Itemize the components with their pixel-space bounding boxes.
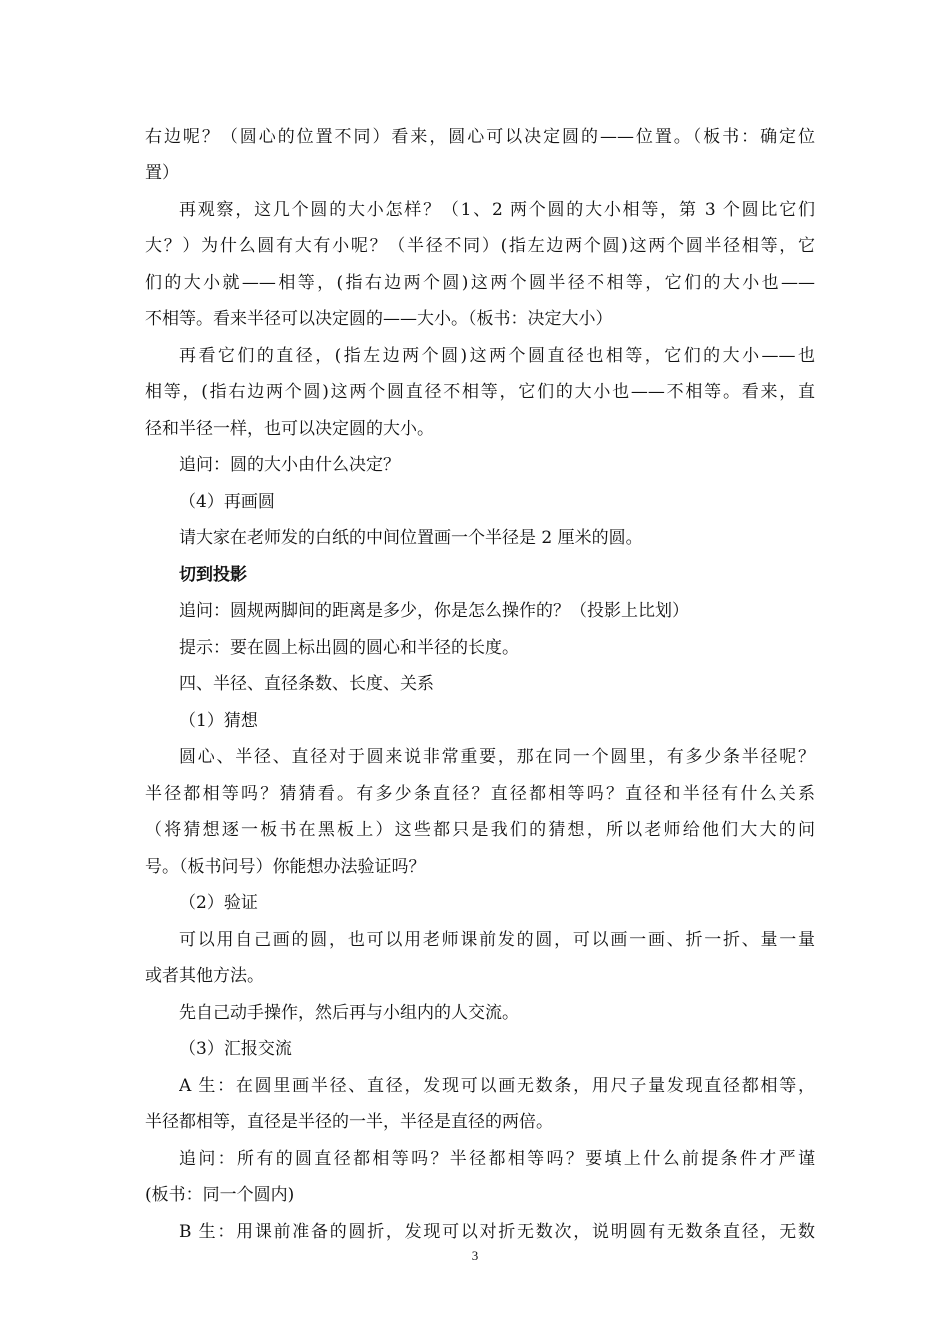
text-line: 或者其他方法。 [145,966,264,986]
text-line: 们的大小就——相等，(指右边两个圆)这两个圆半径不相等，它们的大小也—— [145,273,815,293]
text-line: 请大家在老师发的白纸的中间位置画一个半径是 2 厘米的圆。 [179,528,643,548]
text-line: 半径都相等，直径是半径的一半，半径是直径的两倍。 [145,1112,553,1132]
text-line: 追问：所有的圆直径都相等吗？半径都相等吗？要填上什么前提条件才严谨 [179,1149,815,1169]
text-line: 提示：要在圆上标出圆的圆心和半径的长度。 [179,638,519,658]
text-line: (板书：同一个圆内) [145,1185,295,1205]
section-heading: （2）验证 [179,893,258,913]
text-line: 相等，(指右边两个圆)这两个圆直径不相等，它们的大小也——不相等。看来，直 [145,382,815,402]
text-line: （将猜想逐一板书在黑板上）这些都只是我们的猜想，所以老师给他们大大的问 [145,820,815,840]
bold-note: 切到投影 [179,565,247,585]
text-line: 号。（板书问号）你能想办法验证吗？ [145,857,426,877]
text-line: 再观察，这几个圆的大小怎样？（1、2 两个圆的大小相等，第 3 个圆比它们 [179,200,815,220]
text-line: 右边呢？（圆心的位置不同）看来，圆心可以决定圆的——位置。（板书：确定位 [145,127,815,147]
text-line: B 生：用课前准备的圆折，发现可以对折无数次，说明圆有无数条直径，无数 [179,1222,815,1242]
text-line: 追问：圆规两脚间的距离是多少，你是怎么操作的？（投影上比划） [179,601,689,621]
text-line: 追问：圆的大小由什么决定？ [179,455,400,475]
text-line: 径和半径一样，也可以决定圆的大小。 [145,419,434,439]
section-heading: 四、半径、直径条数、长度、关系 [179,674,434,694]
section-heading: （1）猜想 [179,711,258,731]
text-line: 不相等。看来半径可以决定圆的——大小。（板书：决定大小） [145,309,613,329]
text-line: 先自己动手操作，然后再与小组内的人交流。 [179,1003,519,1023]
text-line: 大？）为什么圆有大有小呢？（半径不同）(指左边两个圆)这两个圆半径相等，它 [145,236,815,256]
section-heading: （4）再画圆 [179,492,275,512]
page-number: 3 [471,1248,479,1263]
text-line: 再看它们的直径，(指左边两个圆)这两个圆直径也相等，它们的大小——也 [179,346,815,366]
text-line: 圆心、半径、直径对于圆来说非常重要，那在同一个圆里，有多少条半径呢？ [179,747,815,767]
text-line: 半径都相等吗？猜猜看。有多少条直径？直径都相等吗？直径和半径有什么关系 [145,784,815,804]
section-heading: （3）汇报交流 [179,1039,292,1059]
text-line: 置） [145,163,179,183]
text-line: 可以用自己画的圆，也可以用老师课前发的圆，可以画一画、折一折、量一量 [179,930,815,950]
text-line: A 生：在圆里画半径、直径，发现可以画无数条，用尺子量发现直径都相等， [179,1076,815,1096]
